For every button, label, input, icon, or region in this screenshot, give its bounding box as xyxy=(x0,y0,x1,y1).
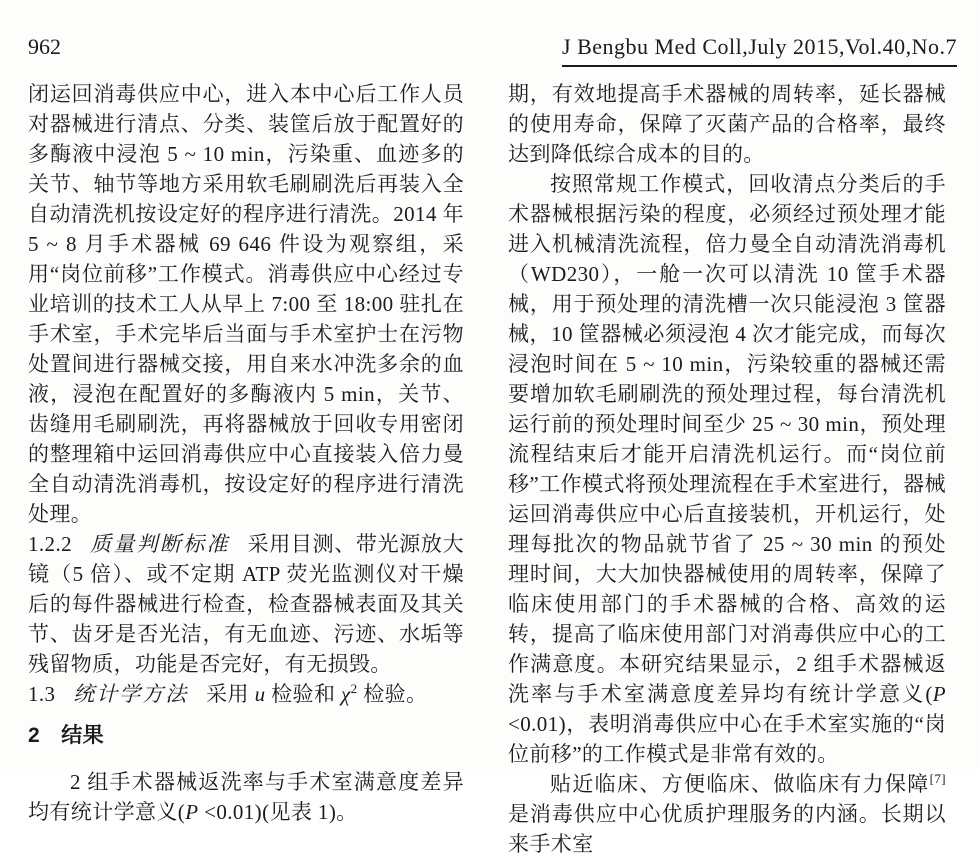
paragraph-workflow-comparison xyxy=(508,169,946,769)
reference-7-marker: [7] xyxy=(929,771,946,786)
section-1-3-body-tail: 检验。 xyxy=(357,682,428,706)
section-2-title: 结果 xyxy=(61,724,105,747)
section-1-2-2-title: 质量判断标准 xyxy=(89,532,230,556)
clinical-text-post: 是消毒供应中心优质护理服务的内涵。长期以来手术室 xyxy=(508,802,946,856)
journal-citation: J Bengbu Med Coll,July 2015,Vol.40,No.7 xyxy=(562,34,957,67)
section-1-3-body-mid: 检验和 xyxy=(265,682,341,706)
workflow-text-post: <0.01)，表明消毒供应中心在手术室实施的“岗位前移”的工作模式是非常有效的。 xyxy=(508,712,946,766)
section-2-number: 2 xyxy=(28,724,41,747)
section-1-2-2 xyxy=(28,529,464,679)
paragraph-benefit-continuation: 期，有效地提高手术器械的周转率，延长器械的使用寿命，保障了灭菌产品的合格率，最终达到降低综合成本的目的。 xyxy=(508,82,946,166)
section-1-3-title: 统计学方法 xyxy=(73,682,189,706)
paragraph-methods-continuation: 闭运回消毒供应中心，进入本中心后工作人员对器械进行清点、分类、装筐后放于配置好的多酶液中浸泡 5 ~ 10 min，污染重、血迹多的关节、轴节等地方采用软毛刷刷洗后再装入全自动清洗机按设定好的程序进行清洗。2014 年 5 ~ 8 月手术器械 69 646 件设为观察组，采用“岗位前移”工作模式。消毒供应中心经过专业培训的技术工人从早上 7:00 至 18:00 驻扎在手术室，手术完毕后当面与手术室护士在污物处置间进行器械交接，用自来水冲洗多余的血液，浸泡在配置好的多酶液内 5 min，关节、齿缝用毛刷刷洗，再将器械放于回收专用密闭的整理箱中运回消毒供应中心直接装入倍力曼全自动清洗消毒机，按设定好的程序进行清洗处理。 xyxy=(28,82,464,526)
chi-squared-exponent: 2 xyxy=(350,681,358,696)
section-1-3-body-pre: 采用 xyxy=(206,682,255,706)
page-header xyxy=(28,34,957,66)
section-1-2-2-number: 1.2.2 xyxy=(28,532,72,556)
section-1-3 xyxy=(28,679,464,709)
workflow-text-pre: 按照常规工作模式，回收清点分类后的手术器械根据污染的程度，必须经过预处理才能进入机械清洗流程，倍力曼全自动清洗消毒机（WD230），一舱一次可以清洗 10 筐手术器械，用于预处理的清洗槽一次只能浸泡 3 筐器械，10 筐器械必须浸泡 4 次才能完成，而每次浸泡时间在 5 ~ 10 min，污染较重的器械还需要增加软毛刷刷洗的预处理过程，每台清洗机运行前的预处理时间至少 25 ~ 30 min，预处理流程结束后才能开启清洗机运行。而“岗位前移”工作模式将预处理流程在手术室进行，器械运回消毒供应中心后直接装机，开机运行，处理每批次的物品就节省了 25 ~ 30 min 的预处理时间，大大加快器械使用的周转率，保障了临床使用部门的手术器械的合格、高效的运转，提高了临床使用部门对消毒供应中心的工作满意度。本研究结果显示，2 组手术器械返洗率与手术室满意度差异均有统计学意义( xyxy=(508,172,946,706)
clinical-text-pre: 贴近临床、方便临床、做临床有力保障 xyxy=(550,772,930,796)
results-text-post: <0.01)(见表 1)。 xyxy=(198,800,358,824)
page-number: 962 xyxy=(28,34,61,59)
section-1-3-number: 1.3 xyxy=(28,682,56,706)
p-value-symbol: P xyxy=(932,682,946,706)
p-value-symbol: P xyxy=(185,800,199,824)
right-column xyxy=(508,79,946,859)
paragraph-clinical-service xyxy=(508,769,946,859)
paragraph-results xyxy=(28,767,464,827)
u-test-symbol: u xyxy=(254,682,266,706)
chi-symbol: χ xyxy=(341,682,351,706)
results-text-pre: 2 组手术器械返洗率与手术室满意度差异均有统计学意义( xyxy=(28,770,464,824)
section-heading-results xyxy=(28,721,464,751)
left-column xyxy=(28,79,464,827)
section-1-2-2-body: 采用目测、带光源放大镜（5 倍）、或不定期 ATP 荧光监测仪对干燥后的每件器械进行检查，检查器械表面及其关节、齿牙是否光洁，有无血迹、污迹、水垢等残留物质，功能是否完好，有无损毁。 xyxy=(28,532,465,676)
